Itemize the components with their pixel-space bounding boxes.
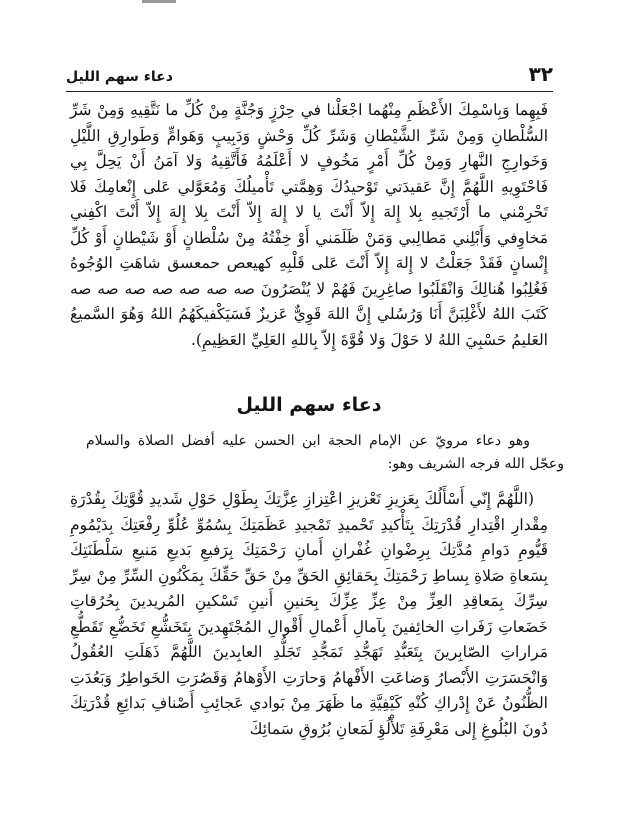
running-head [66, 62, 553, 88]
section-title: دعاء سهم الليل [236, 394, 382, 416]
page-number: ٣٢ [528, 62, 553, 86]
running-title: دعاء سهم الليل [66, 69, 173, 85]
prayer-paragraph: (اللَّهُمَّ إِنّي أَسْأَلُكَ بِعَزيزِ تَعْزيزِ اعْتِزازِ عِزَّتِكَ بِطَوْلِ حَوْلِ شَديدِ قُوَّتِكَ بِقُدْرَةِ مِقْدارِ اقْتِدارِ قُدْرَتِكَ بِتَأْكيدِ تَحْميدِ تَمْجيدِ عَظَمَتِكَ بِسُمُوِّ عُلُوِّ رِفْعَتِكَ بِدَيْمُومِ قَيُّومِ دَوامِ مُدَّتِكَ بِرِضْوانِ غُفْرانِ أَمانِ رَحْمَتِكَ بِرَفيعِ بَديعِ مَنيعِ سَلْطَنَتِكَ بِسَعاةِ صَلاةِ بِساطِ رَحْمَتِكَ بِحَقائِقِ الحَقِّ مِنْ حَقِّ حَقِّكَ بِمَكْنُونِ السِّرِّ مِنْ سِرِّ سِرِّكَ بِمَعاقِدِ العِزِّ مِنْ عِزِّ عِزِّكَ بِحَنينِ أَنينِ تَسْكينِ المُريدينَ بِحُرُقاتِ خَضَعاتِ زَفَراتِ الخائِفينَ بِآمالِ أَعْمالِ أَقْوالِ المُجْتَهِدينَ بِتَخَشُّعِ تَخَضُّعِ تَقَطُّعِ مَراراتِ الصّابِرينَ بِتَعَبُّدِ تَهَجُّدِ تَمَجُّدِ تَجَلُّدِ العابِدينَ اللَّهُمَّ ذَهَلَتِ العُقُولُ وَانْحَسَرَتِ الأَبْصارُ وَضاعَتِ الأَفْهامُ وَحارَتِ الأَوْهامُ وَقَصُرَتِ الخَواطِرُ وَبَعُدَتِ الظُّنُونُ عَنْ إِدْراكِ كُنْهِ كَيْفِيَّةِ ما ظَهَرَ مِنْ بَوادي عَجائِبِ أَصْنافِ بَدائِعِ قُدْرَتِكَ دُونَ البُلُوغِ إِلى مَعْرِفَةِ تَلأْلُؤِ لَمَعانِ بُرُوقِ سَمائِكَ [70, 490, 548, 738]
prayer-paragraph-continued: فَبِهِما وَبِاسْمِكَ الأَعْظَمِ مِنْهُما اجْعَلْنا في حِرْزٍ وَجُنَّةٍ مِنْ كُلِّ ما نَتَّقِيهِ وَمِنْ شَرِّ السُّلْطانِ وَمِنْ شَرِّ الشَّيْطانِ وَشَرِّ كُلِّ وَحْشٍ وَدَبِيبٍ وَهَوامٍّ وَطَوارِقِ اللَّيْلِ وَخَوارِجِ النَّهارِ وَمِنْ كُلِّ أَمْرٍ مَخُوفٍ لا أَعْلَمُهُ فَأَتَّقِيهُ وَلا آمَنُ أَنْ يَحِلَّ بِي فَاحْتَوِيهِ اللَّهُمَّ إِنَّ عَقيدَتي تَوْحيدُكَ وَهِمَّتي تَأْميلُكَ وَمُعَوَّلي عَلى إِنْعامِكَ فَلا تَحْرِمْني ما أَرْتَجيهِ بِلا إِلهَ إِلاّ أَنْتَ يا لا إِلهَ إِلاّ أَنْتَ بِلا إِلهَ إِلاّ أَنْتَ اكْفِني مَخاوِفي وَأَبْلِني مَطالِبي وَمَنْ ظَلَمَني أَوْ خِفْتُهُ مِنْ سُلْطانٍ أَوْ شَيْطانٍ أَوْ كُلِّ إِنْسانٍ فَقَدْ جَعَلْتُ لا إِلهَ إِلاّ أَنْتَ عَلى قَلْبِهِ كهيعص حمعسق شاهَتِ الوُجُوهُ فَغُلِبُوا هُنالِكَ وَانْقَلَبُوا صاغِرِينَ فَهُمْ لا يُنْصَرُونَ صه صه صه صه صه صه صه كَتَبَ اللهُ لأَغْلِبَنَّ أَنَا وَرُسُلي إِنَّ اللهَ قَوِيٌّ عَزيزٌ فَسَيَكْفيكَهُمُ اللهُ وَهُوَ السَّميعُ العَليمُ حَسْبِيَ اللهُ لا حَوْلَ وَلا قُوَّةَ إِلاّ بِاللهِ العَلِيِّ العَظِيمِ). [70, 101, 548, 349]
section-intro: وهو دعاء مرويّ عن الإمام الحجة ابن الحسن عليه أفضل الصلاة والسلام وعجّل الله فرجه الشريف وهو: [86, 433, 564, 472]
scan-mark [142, 0, 176, 3]
header-rule [66, 91, 553, 92]
